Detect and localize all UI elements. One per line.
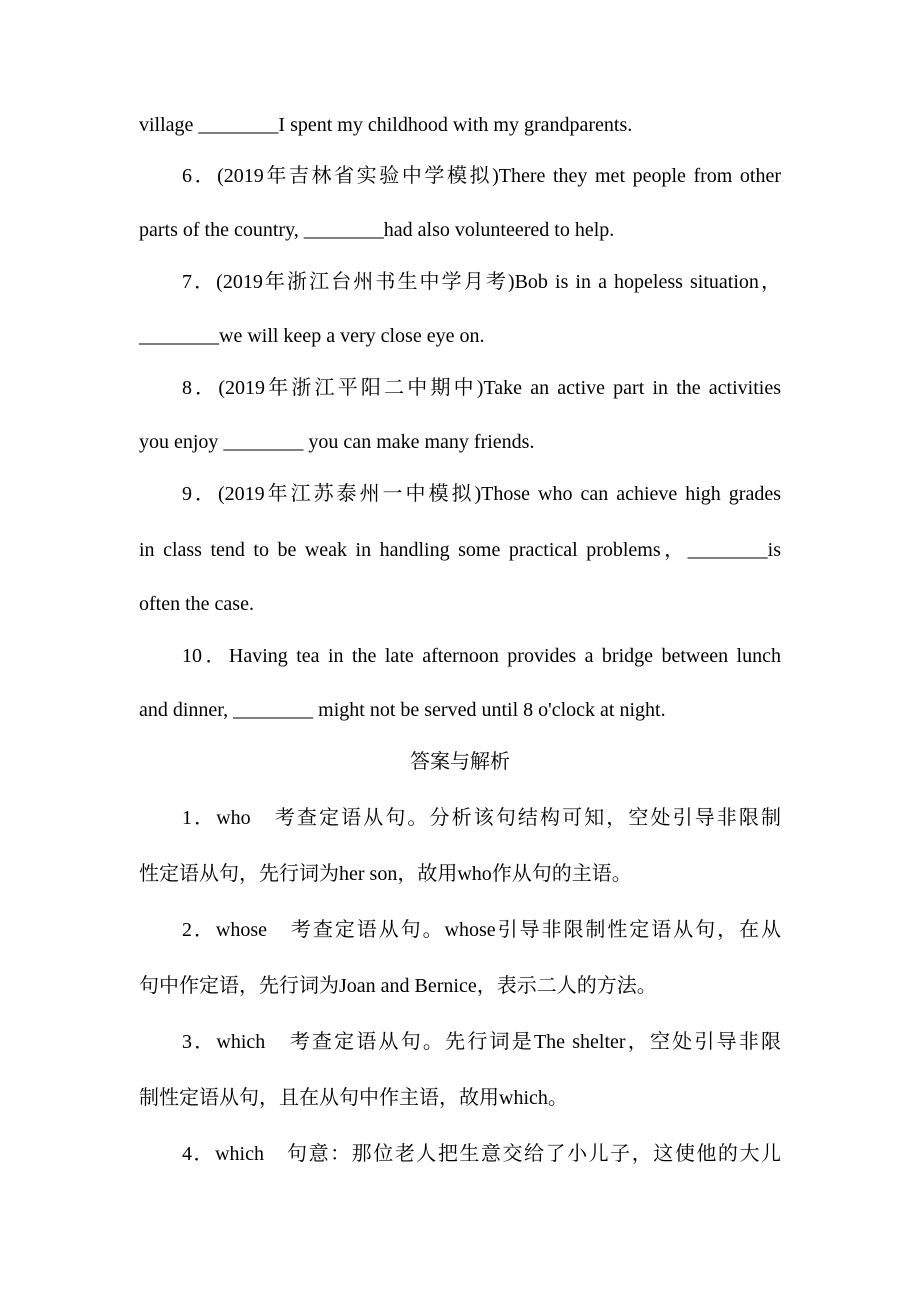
exercise-6-line-1: 6．(2019年吉林省实验中学模拟)There they met people from other <box>182 165 781 187</box>
answer-3-line-1: 3．which 考查定语从句。先行词是The shelter，空处引导非限 <box>182 1031 781 1053</box>
answer-2-line-1: 2．whose 考查定语从句。whose引导非限制性定语从句，在从 <box>182 919 781 941</box>
answer-4-line-1: 4．which 句意：那位老人把生意交给了小儿子，这使他的大儿 <box>182 1143 781 1165</box>
exercise-10-line-2: and dinner, ________ might not be served until 8 o'clock at night. <box>139 699 666 721</box>
answer-3-line-2: 制性定语从句，且在从句中作主语，故用which。 <box>139 1087 568 1109</box>
exercise-7-line-2: ________we will keep a very close eye on. <box>139 325 485 347</box>
exercise-8-line-2: you enjoy ________ you can make many friends. <box>139 431 535 453</box>
answer-1-line-2: 性定语从句，先行词为her son，故用who作从句的主语。 <box>139 863 632 885</box>
exercise-7-line-1: 7．(2019年浙江台州书生中学月考)Bob is in a hopeless situation， <box>182 271 781 293</box>
answer-1-line-1: 1．who 考查定语从句。分析该句结构可知，空处引导非限制 <box>182 807 781 829</box>
exercise-8-line-1: 8．(2019年浙江平阳二中期中)Take an active part in the activities <box>182 377 781 399</box>
exercise-9-line-1: 9．(2019年江苏泰州一中模拟)Those who can achieve high grades <box>182 483 781 505</box>
exercise-10-line-1: 10．Having tea in the late afternoon provides a bridge between lunch <box>182 645 781 667</box>
exercise-9-line-2: in class tend to be weak in handling some practical problems，________is <box>139 539 781 561</box>
exercise-5-line-1: village ________I spent my childhood with my grandparents. <box>139 114 633 136</box>
exercise-6-line-2: parts of the country, ________had also volunteered to help. <box>139 219 615 241</box>
answer-2-line-2: 句中作定语，先行词为Joan and Bernice，表示二人的方法。 <box>139 975 657 997</box>
exercise-9-line-3: often the case. <box>139 593 254 615</box>
answers-heading: 答案与解析 <box>410 751 510 773</box>
